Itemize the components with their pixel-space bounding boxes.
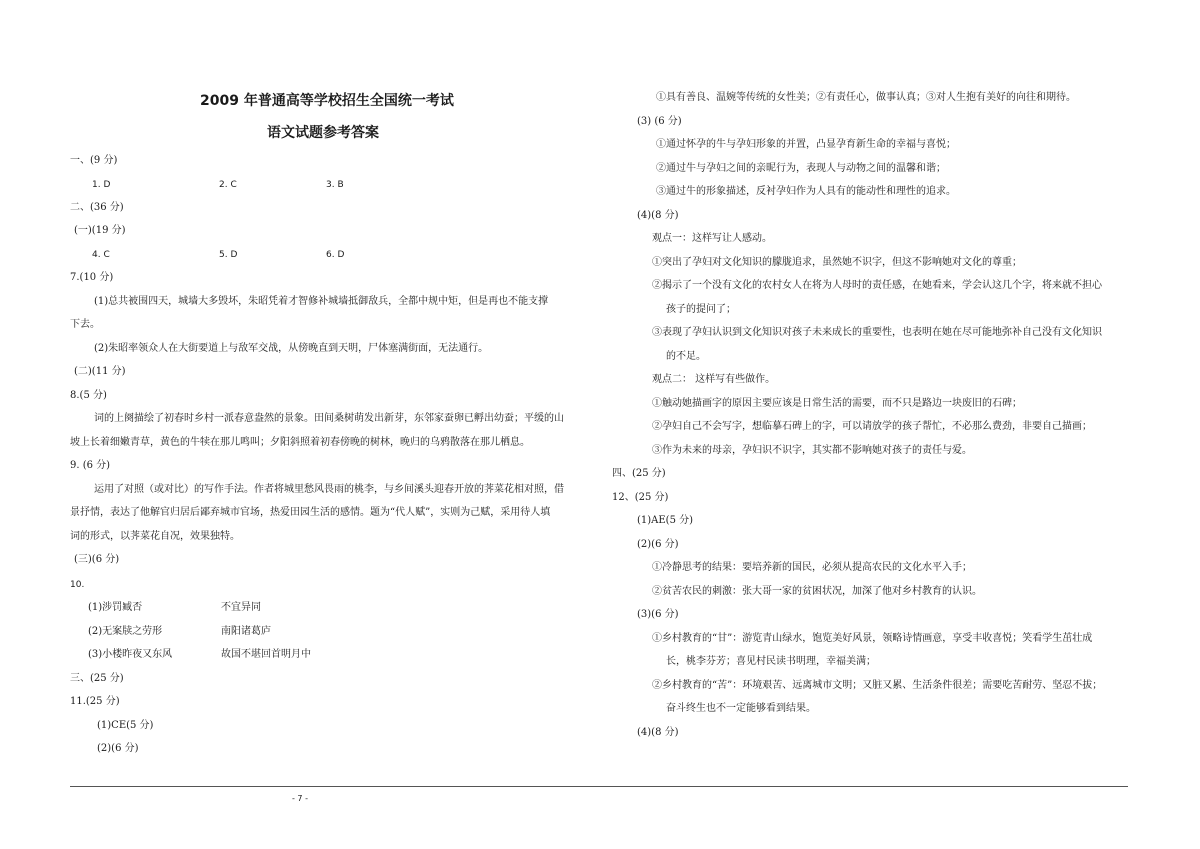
section-heading-3: 三、(25 分) (70, 673, 124, 684)
answer-12-3-point-1-line-2: 长，桃李芬芳；喜见村民读书明理，幸福美满； (666, 656, 876, 667)
question-11-answer-1: (1)CE(5 分) (97, 720, 154, 731)
answer-12-3-point-2-line-2: 奋斗终生也不一定能够看到结果。 (666, 703, 816, 714)
answer-12-2-point-1: ①冷静思考的结果：要培养新的国民，必须从提高农民的文化水平入手； (652, 562, 972, 573)
viewpoint-2-point-1: ①触动她描画字的原因主要应该是日常生活的需要，而不只是路边一块废旧的石碑； (652, 398, 1022, 409)
section-heading-2: 二、(36 分) (70, 202, 124, 213)
answer-3: 3. B (326, 180, 344, 190)
question-11-answer-3-heading: (3) (6 分) (637, 116, 682, 127)
question-10-item-1-left: (1)涉罚臧否 (88, 602, 143, 613)
document-subtitle: 语文试题参考答案 (267, 125, 379, 141)
question-7-answer-1-line-1: (1)总共被围四天，城墙大多毁坏，朱昭凭着才智修补城墙抵御敌兵，全都中规中矩，但是再也不能支撑 (94, 296, 549, 307)
question-8-heading: 8.(5 分) (70, 390, 107, 401)
question-9-answer-line-1: 运用了对照（或对比）的写作手法。作者将城里愁风畏雨的桃李，与乡间溪头迎春开放的荠菜花相对照，借 (94, 484, 564, 495)
subsection-heading-1: (一)(19 分) (74, 225, 126, 236)
page-number: - 7 - (292, 794, 308, 803)
answer-11-3-point-1: ①通过怀孕的牛与孕妇形象的并置，凸显孕育新生命的幸福与喜悦； (656, 139, 956, 150)
question-12-answer-1: (1)AE(5 分) (637, 515, 694, 526)
viewpoint-1-point-2-line-2: 孩子的提问了； (666, 304, 736, 315)
question-9-heading: 9. (6 分) (70, 460, 111, 471)
question-10-item-2-left: (2)无案牍之劳形 (88, 626, 163, 637)
question-9-answer-line-3: 词的形式，以荠菜花自况，效果独特。 (70, 531, 240, 542)
answer-12-3-point-1-line-1: ①乡村教育的“甘”：游览青山绿水，饱览美好风景，领略诗情画意，享受丰收喜悦；笑看学生茁壮成 (652, 633, 1093, 644)
question-10-item-3-right: 故国不堪回首明月中 (221, 649, 311, 660)
question-12-answer-2-heading: (2)(6 分) (637, 539, 679, 550)
document-title: 2009 年普通高等学校招生全国统一考试 (200, 93, 454, 109)
question-10-item-2-right: 南阳诸葛庐 (221, 626, 271, 637)
viewpoint-2-point-3: ③作为未来的母亲，孕妇识不识字，其实都不影响她对孩子的责任与爱。 (652, 445, 972, 456)
viewpoint-2-heading: 观点二： 这样写有些做作。 (652, 374, 776, 385)
answer-11-3-point-2: ②通过牛与孕妇之间的亲昵行为，表现人与动物之间的温馨和谐； (656, 163, 946, 174)
answer-6: 6. D (326, 250, 345, 260)
question-7-answer-1-line-2: 下去。 (70, 319, 100, 330)
viewpoint-1-heading: 观点一：这样写让人感动。 (652, 233, 772, 244)
question-11-answer-2: (2)(6 分) (97, 743, 139, 754)
section-heading-1: 一、(9 分) (70, 155, 118, 166)
viewpoint-2-point-2: ②孕妇自己不会写字，想临摹石碑上的字，可以请放学的孩子帮忙，不必那么费劲，非要自己描画； (652, 421, 1092, 432)
footer-divider (70, 786, 1128, 787)
question-12-heading: 12、(25 分) (612, 492, 669, 503)
subsection-heading-3: (三)(6 分) (74, 554, 120, 565)
answer-12-3-point-2-line-1: ②乡村教育的“苦”：环境艰苦、远离城市文明；又脏又累、生活条件很差；需要吃苦耐劳、坚忍不拔； (652, 680, 1103, 691)
section-heading-4: 四、(25 分) (612, 468, 666, 479)
question-9-answer-line-2: 景抒情，表达了他解官归居后鄙弃城市官场，热爱田园生活的感情。题为“代人赋”，实则为己赋，采用待人填 (70, 507, 551, 518)
question-10-item-3-left: (3)小楼昨夜又东风 (88, 649, 173, 660)
question-8-answer-line-1: 词的上阕描绘了初春时乡村一派春意盎然的景象。田间桑树萌发出新芽，东邻家蚕卵已孵出幼蚕；平缓的山 (94, 413, 564, 424)
viewpoint-1-point-3-line-2: 的不足。 (666, 351, 706, 362)
viewpoint-1-point-3-line-1: ③表现了孕妇认识到文化知识对孩子未来成长的重要性，也表明在她在尽可能地弥补自己没有文化知识 (652, 327, 1102, 338)
question-12-answer-4-heading: (4)(8 分) (637, 727, 679, 738)
subsection-heading-2: (二)(11 分) (74, 366, 126, 377)
question-11-answer-4-heading: (4)(8 分) (637, 210, 679, 221)
answer-4: 4. C (92, 250, 110, 260)
answer-11-3-point-3: ③通过牛的形象描述，反衬孕妇作为人具有的能动性和理性的追求。 (656, 186, 956, 197)
question-10-item-1-right: 不宜异同 (221, 602, 261, 613)
question-7-answer-2: (2)朱昭率领众人在大街要道上与敌军交战，从傍晚直到天明，尸体塞满街面，无法通行。 (94, 343, 489, 354)
question-11-heading: 11.(25 分) (70, 696, 120, 707)
answer-1: 1. D (92, 180, 111, 190)
viewpoint-1-point-1: ①突出了孕妇对文化知识的朦胧追求，虽然她不识字，但这不影响她对文化的尊重； (652, 257, 1022, 268)
answer-11-2-content: ①具有善良、温婉等传统的女性美；②有责任心，做事认真；③对人生抱有美好的向往和期待。 (656, 92, 1076, 103)
answer-12-2-point-2: ②贫苦农民的刺激：张大哥一家的贫困状况，加深了他对乡村教育的认识。 (652, 586, 982, 597)
answer-2: 2. C (219, 180, 237, 190)
answer-5: 5. D (219, 250, 238, 260)
question-8-answer-line-2: 坡上长着细嫩青草，黄色的牛犊在那儿鸣叫；夕阳斜照着初春傍晚的树林，晚归的乌鸦散落在那儿栖息。 (70, 437, 530, 448)
viewpoint-1-point-2-line-1: ②揭示了一个没有文化的农村女人在将为人母时的责任感，在她看来，学会认这几个字，将来就不担心 (652, 280, 1102, 291)
question-10-heading: 10. (70, 580, 85, 590)
question-12-answer-3-heading: (3)(6 分) (637, 609, 679, 620)
question-7-heading: 7.(10 分) (70, 272, 114, 283)
